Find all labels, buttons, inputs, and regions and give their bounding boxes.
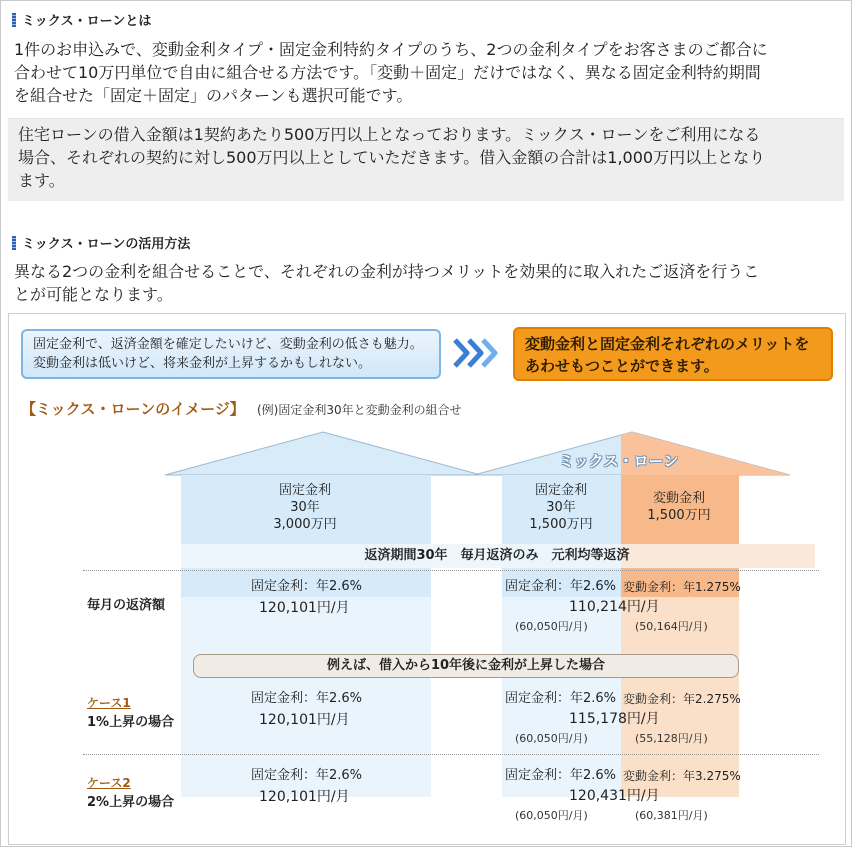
rate-rise-scenario-pill: 例えば、借入から10年後に金利が上昇した場合 (193, 654, 739, 678)
note-paragraph: 住宅ローンの借入金額は1契約あたり500万円以上となっております。ミックス・ローンをご利用になる 場合、それぞれの契約に対し500万円以上としていただきます。借入金額の合計は1,000万円以上となり ます。 (18, 125, 766, 190)
row1-left-amount: 120,101円/月 (259, 600, 350, 616)
row3-mix-var-sub: (60,381円/月) (635, 809, 708, 822)
house-left-text: 固定金利 30年 3,000万円 (273, 483, 337, 532)
note-box (8, 118, 844, 201)
row2-left-amount: 120,101円/月 (259, 712, 350, 728)
monthly-label: 毎月の返済額 (87, 598, 166, 613)
row3-left-rate: 固定金利：年2.6% (251, 768, 363, 783)
row3-left-amount: 120,101円/月 (259, 789, 350, 805)
divider (83, 570, 819, 571)
row2-mix-var-rate: 変動金利：年2.275% (623, 692, 741, 706)
heading-text: ミックス・ローンとは (22, 14, 152, 29)
row3-mix-var-rate: 変動金利：年3.275% (623, 769, 741, 783)
row3-mix-amount: 120,431円/月 (569, 788, 660, 804)
about-paragraph: 1件のお申込みで、変動金利タイプ・固定金利特約タイプのうち、2つの金利タイプをお客さまのご都合に 合わせて10万円単位で自由に組合せる方法です。「変動＋固定」だけではなく、異なる固定金利特約期間 を組合せた「固定＋固定」のパターンも選択可能です。 (14, 40, 768, 105)
image-title: 【ミックス・ローンのイメージ】 (21, 400, 245, 418)
row1-mix-var-rate: 変動金利：年1.275% (623, 580, 741, 594)
row2-mix-fixed-sub: (60,050円/月) (515, 732, 588, 745)
row1-mix-var-sub: (50,164円/月) (635, 620, 708, 633)
row2-mix-amount: 115,178円/月 (569, 711, 660, 727)
row1-mix-fixed-rate: 固定金利：年2.6% (505, 579, 617, 594)
row3-mix-fixed-sub: (60,050円/月) (515, 809, 588, 822)
row2-mix-fixed-rate: 固定金利：年2.6% (505, 691, 617, 706)
row1-mix-amount: 110,214円/月 (569, 599, 660, 615)
row2-left-rate: 固定金利：年2.6% (251, 691, 363, 706)
heading-bar-icon (12, 236, 16, 250)
row3-mix-fixed-rate: 固定金利：年2.6% (505, 768, 617, 783)
mix-loan-figure (8, 313, 846, 845)
heading-text: ミックス・ローンの活用方法 (22, 237, 191, 252)
house-right-text: 変動金利 1,500万円 (647, 491, 711, 523)
house-mid-text: 固定金利 30年 1,500万円 (529, 483, 593, 532)
repayment-terms-band: 返済期間30年 毎月返済のみ 元利均等返済 (364, 548, 630, 563)
row2-mix-var-sub: (55,128円/月) (635, 732, 708, 745)
section-heading-about (12, 10, 151, 29)
arrow-chevrons-icon (451, 336, 507, 370)
mix-loan-label: ミックス・ローン (559, 452, 679, 470)
case2-label: ケース2 2%上昇の場合 (87, 776, 175, 810)
section-heading-usage (12, 233, 190, 252)
merit-box: 変動金利と固定金利それぞれのメリットを あわせもつことができます。 (513, 327, 833, 381)
usage-paragraph: 異なる2つの金利を組合せることで、それぞれの金利が持つメリットを効果的に取入れたご返済を行うこ とが可能となります。 (14, 262, 760, 304)
concern-box: 固定金利で、返済金額を確定したいけど、変動金利の低さも魅力。 変動金利は低いけど、将来金利が上昇するかもしれない。 (21, 329, 441, 379)
case1-label: ケース1 1%上昇の場合 (87, 696, 175, 730)
image-subtitle: (例)固定金利30年と変動金利の組合せ (257, 403, 462, 417)
heading-bar-icon (12, 13, 16, 27)
row1-left-rate: 固定金利：年2.6% (251, 579, 363, 594)
row1-mix-fixed-sub: (60,050円/月) (515, 620, 588, 633)
divider (83, 754, 819, 755)
